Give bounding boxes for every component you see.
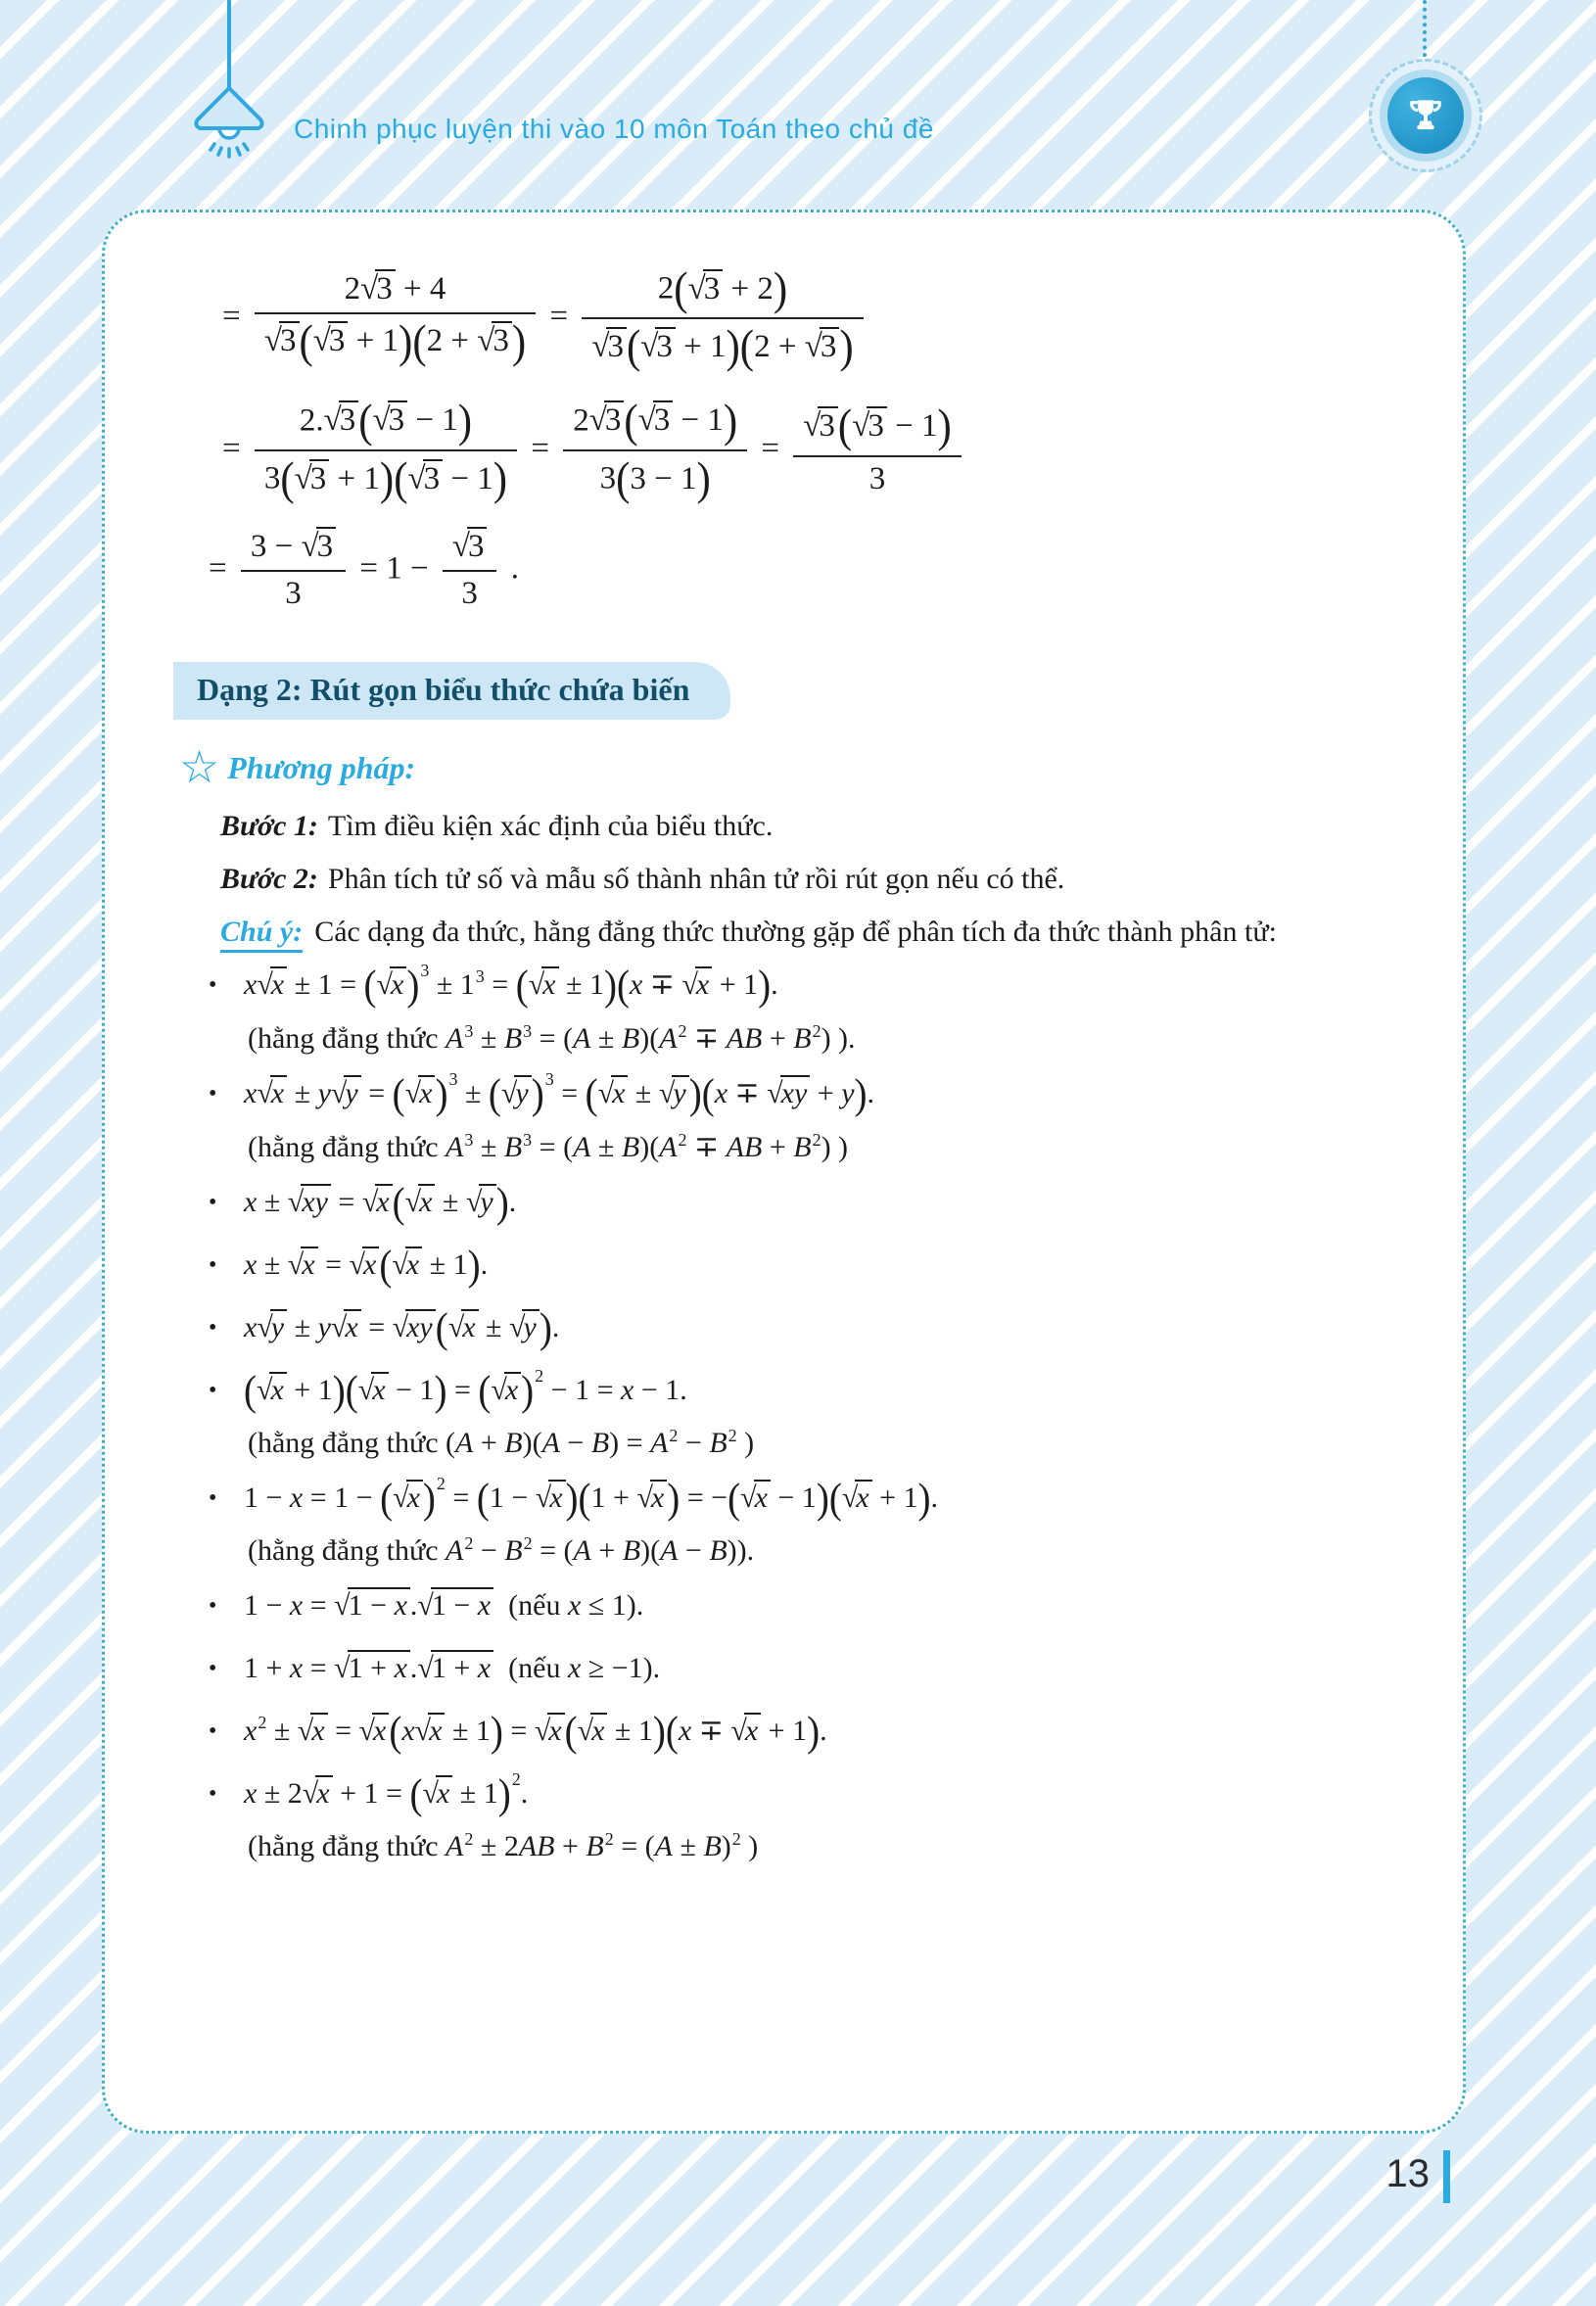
bullet-icon: • xyxy=(209,972,217,999)
bullet-icon: • xyxy=(209,1781,217,1808)
identity-note-formula: A2 ± 2AB + B2 = (A ± B)2 ) xyxy=(446,1828,759,1863)
identity-note-text: (hằng đẳng thức xyxy=(248,1534,446,1568)
bullet-icon: • xyxy=(209,1315,217,1341)
identity-note-formula: A2 − B2 = (A + B)(A − B)). xyxy=(446,1532,755,1568)
identity-item xyxy=(173,1472,1414,1525)
method-label: Phương pháp: xyxy=(227,749,416,785)
identity-formula: x ± √xy = √x(√x ± √y). xyxy=(244,1179,517,1227)
content-panel xyxy=(102,210,1466,2134)
badge-ring xyxy=(1380,70,1472,162)
method-header xyxy=(179,742,1414,793)
identity-item xyxy=(173,1642,1414,1695)
identity-note-formula: A3 ± B3 = (A ± B)(A2 ∓ AB + B2) ). xyxy=(446,1020,856,1056)
identity-item xyxy=(173,1579,1414,1632)
identity-formula: 1 − x = 1 − (√x)2 = (1 − √x)(1 + √x) = −(√x − 1)(√x + 1). xyxy=(244,1473,939,1523)
identity-item xyxy=(173,1067,1414,1120)
identity-formula: x ± 2√x + 1 = (√x ± 1)2. xyxy=(244,1768,529,1818)
trophy-badge xyxy=(1369,59,1482,172)
identity-note-formula: A3 ± B3 = (A ± B)(A2 ∓ AB + B2) ) xyxy=(446,1129,849,1164)
solution-line: = $\frac{2√3 + 4}{√3(√3 + 1)(2 + √3)}$ = $\frac{2(√3 + 2)}{√3(√3 + 1)(2 + √3)}$ xyxy=(222,263,1414,374)
identity-formula: x√x ± 1 = (√x)3 ± 13 = (√x ± 1)(x ∓ √x + 1). xyxy=(244,960,778,1010)
step-text: Phân tích tử số và mẫu số thành nhân tử rồi rút gọn nếu có thể. xyxy=(327,863,1065,896)
note-intro: Các dạng đa thức, hằng đẳng thức thường gặp để phân tích đa thức thành phân tử: xyxy=(314,916,1277,949)
bullet-icon: • xyxy=(209,1718,217,1745)
identity-formula: x√y ± y√x = √xy(√x ± √y). xyxy=(244,1304,560,1352)
bullet-icon: • xyxy=(209,1485,217,1512)
page-number-bar xyxy=(1443,2150,1450,2203)
identity-note xyxy=(248,1021,1414,1056)
identity-note xyxy=(248,1130,1414,1164)
identity-note xyxy=(248,1830,1414,1863)
identity-item xyxy=(173,1364,1414,1417)
identity-note-text: (hằng đẳng thức xyxy=(248,1427,446,1460)
identity-item xyxy=(173,1176,1414,1229)
identity-note xyxy=(248,1427,1414,1460)
identity-formula: 1 + x = √1 + x .√1 + x (nếu x ≥ −1). xyxy=(244,1652,661,1685)
identity-item xyxy=(173,1767,1414,1820)
method-step xyxy=(220,810,1414,843)
note-label: Chú ý: xyxy=(220,916,303,953)
identity-note-text: (hằng đẳng thức xyxy=(248,1022,446,1056)
identity-note-text: (hằng đẳng thức xyxy=(248,1830,446,1863)
bullet-icon: • xyxy=(209,1252,217,1279)
step-text: Tìm điều kiện xác định của biểu thức. xyxy=(327,810,774,843)
identity-item xyxy=(173,959,1414,1012)
note-header xyxy=(220,916,1414,949)
section-heading: Dạng 2: Rút gọn biểu thức chứa biến xyxy=(173,662,730,720)
step-label: Bước 2: xyxy=(220,863,318,896)
bullet-icon: • xyxy=(209,1656,217,1682)
bullet-icon: • xyxy=(209,1081,217,1107)
identity-item xyxy=(173,1301,1414,1354)
identity-note-formula: (A + B)(A − B) = A2 − B2 ) xyxy=(446,1425,755,1460)
star-icon: ☆ xyxy=(179,742,220,793)
identity-formula: (√x + 1)(√x − 1) = (√x)2 − 1 = x − 1. xyxy=(244,1365,687,1415)
solution-line: = $\frac{2.√3(√3 - 1)}{3(√3 + 1)(√3 - 1)}$ = $\frac{2√3(√3 - 1)}{3(3 - 1)}$ = $\frac{√3(√3 - 1)}{3}$ xyxy=(222,396,1414,506)
identity-item xyxy=(173,1705,1414,1758)
identity-formula: x√x ± y√y = (√x)3 ± (√y)3 = (√x ± √y)(x ∓ √xy + y). xyxy=(244,1068,875,1118)
bullet-icon: • xyxy=(209,1190,217,1216)
method-step xyxy=(220,863,1414,896)
identity-formula: x2 ± √x = √x(x√x ± 1) = √x(√x ± 1)(x ∓ √x + 1). xyxy=(244,1708,827,1756)
solution-line: = $\frac{3 - √3}{3}$ = 1 − $\frac{√3}{3}$ . xyxy=(209,527,1414,615)
identity-item xyxy=(173,1239,1414,1292)
badge-cord xyxy=(1423,0,1427,65)
bullet-icon: • xyxy=(209,1378,217,1404)
identity-formula: 1 − x = √1 − x .√1 − x (nếu x ≤ 1). xyxy=(244,1589,644,1623)
header-title: Chinh phục luyện thi vào 10 môn Toán theo chủ đề xyxy=(294,114,934,144)
identity-note-text: (hằng đẳng thức xyxy=(248,1131,446,1164)
identity-note xyxy=(248,1534,1414,1568)
identity-formula: x ± √x = √x(√x ± 1). xyxy=(244,1242,489,1290)
step-label: Bước 1: xyxy=(220,810,318,843)
page-number: 13 xyxy=(1385,2152,1430,2195)
trophy-icon xyxy=(1401,91,1450,140)
badge-core xyxy=(1387,77,1464,154)
bullet-icon: • xyxy=(209,1593,217,1620)
lamp-icon xyxy=(182,0,276,166)
